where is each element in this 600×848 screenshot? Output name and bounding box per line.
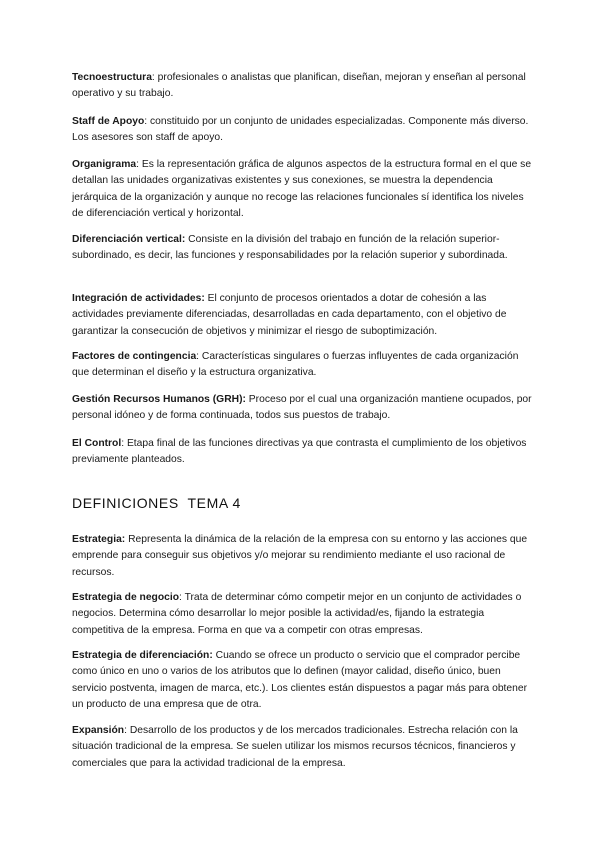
definition-text: constituido por un conjunto de unidades especializadas. Componente más diverso. Los asesores son staff de apoyo. (72, 116, 529, 144)
term: Tecnoestructura (72, 72, 152, 83)
definition-el-control (72, 436, 532, 469)
definition-text: Consiste en la división del trabajo en función de la relación superior-subordinado, es decir, las funciones y responsabilidades por la relación superior y subordinada. (72, 234, 508, 262)
definition-tecnoestructura (72, 70, 532, 103)
definition-estrategia (72, 532, 532, 581)
definition-text: Desarrollo de los productos y de los mercados tradicionales. Estrecha relación con la situación tradicional de la empresa. Se suelen utilizar los mismos recursos técnicos, financieros y comerciales que para la actividad tradicional de la empresa. (72, 725, 518, 769)
term: Organigrama (72, 159, 137, 170)
definition-diferenciacion-vertical (72, 232, 532, 265)
definition-expansion (72, 723, 532, 772)
definition-text: El conjunto de procesos orientados a dotar de cohesión a las actividades previamente diferenciadas, desarrolladas en cada departamento, con el objetivo de garantizar la consecución de objetivos y minimizar el riesgo de suboptimización. (72, 293, 507, 337)
term-separator: : (196, 351, 200, 362)
term: Diferenciación vertical: (72, 234, 186, 245)
term-separator: : (121, 438, 125, 449)
definition-factores-de-contingencia (72, 349, 532, 382)
definition-text: Trata de determinar cómo competir mejor en un conjunto de actividades o negocios. Determina cómo desarrollar lo mejor posible la actividad/es, fijando la estrategia competitiva de la empresa. Forma en que va a competir con otras empresas. (72, 592, 522, 636)
term-separator: : (136, 159, 139, 170)
definition-text: Proceso por el cual una organización mantiene ocupados, por personal idóneo y de forma continuada, todos sus puestos de trabajo. (72, 394, 532, 422)
definition-text: Características singulares o fuerzas influyentes de cada organización que determinan el diseño y la estructura organizativa. (72, 351, 519, 379)
term: Gestión Recursos Humanos (GRH): (72, 394, 246, 405)
definition-integracion-de-actividades (72, 291, 532, 340)
definition-estrategia-de-diferenciacion (72, 648, 532, 713)
term-separator: : (124, 725, 127, 736)
definition-text: Cuando se ofrece un producto o servicio que el comprador percibe como único en uno o varios de los atributos que lo definen (mayor calidad, diseño único, buen servicio postventa, imagen de marca, etc.). Los clientes están dispuestos a pagar más para obtener un producto de una empresa que de otra. (72, 650, 528, 710)
definition-text: Etapa final de las funciones directivas ya que contrasta el cumplimiento de los objetivos previamente planteados. (72, 438, 527, 466)
definition-text: profesionales o analistas que planifican, diseñan, mejoran y enseñan al personal operativo y su trabajo. (72, 72, 526, 100)
term: Integración de actividades: (72, 293, 205, 304)
term: Factores de contingencia (72, 351, 197, 362)
term: El Control (72, 438, 122, 449)
term-separator: : (179, 592, 182, 603)
section-heading: DEFINICIONES TEMA 4 (72, 495, 241, 511)
definition-text: Es la representación gráfica de algunos aspectos de la estructura formal en el que se detallan las unidades organizativas existentes y sus conexiones, se muestra la dependencia jerárquica de la organización y aunque no recoge las relaciones funcionales sí identifica los niveles de diferenciación vertical y horizontal. (72, 159, 532, 219)
term-separator: : (144, 116, 148, 127)
term-separator: : (151, 72, 155, 83)
term: Estrategia de negocio (72, 592, 180, 603)
term: Staff de Apoyo (72, 116, 145, 127)
term: Expansión (72, 725, 125, 736)
term: Estrategia: (72, 534, 126, 545)
term: Estrategia de diferenciación: (72, 650, 213, 661)
definition-estrategia-de-negocio (72, 590, 532, 639)
definition-gestion-recursos-humanos (72, 392, 532, 425)
definition-staff-de-apoyo (72, 114, 532, 147)
definition-text: Representa la dinámica de la relación de la empresa con su entorno y las acciones que emprende para conseguir sus objetivos y/o mejorar su rendimiento mediante el uso racional de recursos. (72, 534, 528, 578)
definition-organigrama (72, 157, 532, 222)
